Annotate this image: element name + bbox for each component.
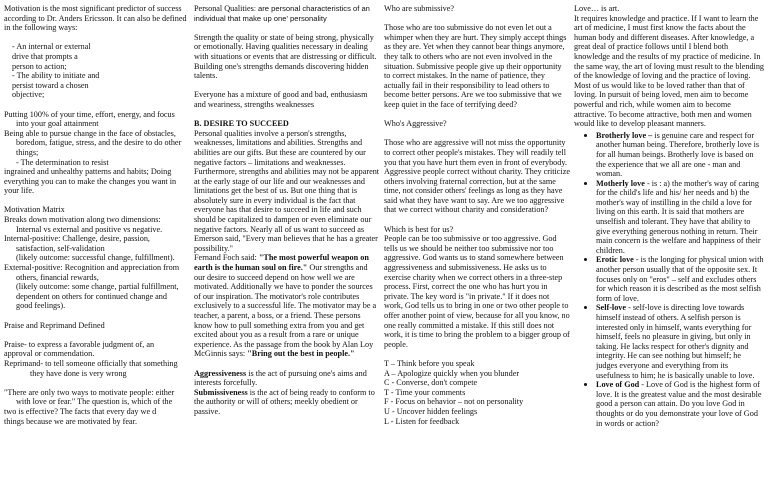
- list-item: [596, 303, 764, 380]
- matrix-line: (likely outcome: some change, partial fulfillment,: [16, 282, 179, 292]
- column-4: [574, 4, 764, 497]
- love-types-list: [574, 131, 764, 428]
- matrix-line: satisfaction, self-validation: [16, 243, 105, 253]
- love-type: Motherly love: [596, 178, 645, 188]
- definition: is the act of pursuing one's aims and interests forcefully.: [194, 368, 367, 388]
- desire-paragraph-2: [194, 253, 380, 359]
- motivation-matrix-heading: Motivation Matrix: [4, 205, 65, 215]
- tactful-item: L - Listen for feedback: [384, 416, 460, 426]
- tactful-item: A – Apologize quickly when you blunder: [384, 368, 520, 378]
- quote-line: with love or fear." The question is, which of the: [16, 397, 173, 407]
- love-type: Brotherly love –: [596, 130, 653, 140]
- definition-line: person to action;: [12, 61, 67, 71]
- strength-paragraph: Everyone has a mixture of good and bad, enthusiasm and weariness, strengths weaknesses: [194, 90, 368, 109]
- quote-line: "There are only two ways to motivate people: either: [4, 387, 175, 397]
- quote-line: things because we are motivated by fear.: [4, 416, 137, 426]
- motivation-definition: Motivation is the most significant predictor of success according to Dr. Anders Ericsson. It can also be defined in the following ways:: [4, 4, 187, 33]
- reprimand-definition: Reprimand- to tell someone officially that something: [4, 358, 178, 368]
- tactful-item: T – Think before you speak: [384, 358, 475, 368]
- definition-line: - The determination to resist: [16, 157, 109, 167]
- definition-line: - The ability to initiate and: [12, 71, 100, 81]
- matrix-line: others, financial rewards,: [16, 272, 99, 282]
- definition-line: Being able to pursue change in the face of obstacles,: [4, 128, 176, 138]
- love-type: Self-love: [596, 303, 627, 313]
- tactful-item: F - Focus on behavior – not on personality: [384, 397, 524, 407]
- best-paragraph: People can be too submissive or too aggressive. God tells us we should be neither too submissive nor too aggressive. God wants us to stand somewhere between aggressiveness and submissiveness. He asks us to exercise charity when we correct others in a three-step process. First, correct the one who has hurt you in private. The key word is "in private." If it does not work, God tells us to bring in one or two other people to offer another point of view, because for all you know, no one really committed a mistake. If this still does not work, it is time to bring the problem to a bigger group of people.: [384, 234, 570, 349]
- list-item: [596, 255, 764, 303]
- desire-text: Fernand Foch said:: [194, 253, 259, 263]
- tactful-item: C - Converse, don't compete: [384, 378, 478, 388]
- love-type: Love of God: [596, 380, 640, 390]
- matrix-line: Internal-positive: Challenge, desire, passion,: [4, 234, 150, 244]
- aggressive-paragraph: Those who are aggressive will not miss the opportunity to correct other people's mistakes. They will readily tell you that you have hurt them even in front of everybody. Aggressive people correct without charity. They criticize others involving fraternal correction, but at the same time, not consider others' feelings as long as they have said what they have want to say. Are we too aggressive that we correct without charity and consideration?: [384, 138, 570, 215]
- definition-line: - An internal or external: [12, 42, 91, 52]
- definition-line: drive that prompts a: [12, 51, 78, 61]
- matrix-line: dependent on others for continued change and: [16, 291, 167, 301]
- love-description: - is : a) the mother's way of caring for the child's life and his/ her needs and b) the mother's way of instilling in the child a love for living on this earth. It is said that mothers are unselfish and tolerant. They have that ability to give everything generous nothing in return. Their main concern is the welfare and happiness of their children.: [596, 178, 761, 255]
- love-description: is genuine care and respect for another human being. Therefore, brotherly love is for all human beings. Brotherly love is based on the experience that we all are one - man and woman.: [596, 130, 760, 179]
- definition-line: Putting 100% of your time, effort, energy, and focus: [4, 109, 175, 119]
- mcginnis-quote: "Bring out the best in people.": [247, 349, 355, 359]
- desire-paragraph: Personal qualities involve a person's strengths, weaknesses, limitations and abilities. Strengths and abilities are our gifts. But these are countered by our negative factors – limitations and weaknesses. Furthermore, strengths and abilities may not be apparent at the early stage of our life and our weaknesses and limitations get the best of us. But one thing that is absolutely sure in every individual is the fact that everyone has that desire to succeed in life and such should be capitalized to dampen or even eliminate our negative factors. Nearly all of us want to succeed as Emerson said, "Every man believes that he has a greater possibility.": [194, 128, 380, 253]
- strength-paragraph: Strength the quality or state of being strong, physically or emotionally. Having qualities necessary in dealing with situations or events that are distressing or difficult. Building one's strengths demands discovering hidden talents.: [194, 32, 377, 81]
- aggressive-heading: Who's Aggressive?: [384, 119, 447, 129]
- definition-line: objective;: [12, 90, 45, 100]
- best-heading: Which is best for us?: [384, 224, 454, 234]
- list-item: [596, 380, 764, 428]
- love-paragraph: It requires knowledge and practice. If I want to learn the art of medicine, I must first know the facts about the human body and different diseases. After knowledge, a great deal of practice follows until I blend both knowledge and the results of my practice of medicine. In the same way, the art of loving must result to the blending of the knowledge of loving and the practice of loving. Most of us would like to be loved rather than that of loving. In pursuit of being loved, men aim to become powerful and rich, while women aim to become attractive. To become attractive, both men and women would like to develop pleasant manners.: [574, 13, 764, 129]
- column-2: [194, 4, 380, 497]
- submissive-paragraph: Those who are too submissive do not even let out a whimper when they are hurt. They simply accept things as they are. Yet when they cannot bear things anymore, they talk to others who are not even involved in the situation. Submissive people give up their opportunity to correct mistakes. In the name of patience, they actually fail in their responsibility to lead others to become better persons. Are we too submissive that we keep quiet in the face of terrifying deed?: [384, 23, 567, 109]
- definition-line: persist toward a chosen: [12, 80, 89, 90]
- quote-line: two is effective? The facts that every day we d: [4, 406, 157, 416]
- matrix-line: Breaks down motivation along two dimensions:: [4, 215, 161, 225]
- aggressiveness-definition: [194, 369, 380, 388]
- personal-qualities-label: Personal Qualities: [194, 4, 254, 13]
- submissiveness-definition: [194, 388, 380, 417]
- definition-line: ingrained and unhealthy patterns and habits; Doing everything you can to make the changes you want in your life.: [4, 167, 177, 196]
- reprimand-definition: they have done is very wrong: [30, 368, 127, 378]
- term: Submissiveness: [194, 387, 248, 397]
- praise-definition: Praise- to express a favorable judgment of, an: [4, 339, 155, 349]
- love-description: - Love of God is the highest form of love. It is the greatest value and the most desirable good a person can attain. Do you love God in thoughts or do you demonstrate your love of God in words or action?: [596, 380, 762, 428]
- desire-text: Our strengths and our desire to succeed depend on how well we are motivated. Additionally we have to ponder the sources of our inspiration. The motivator's role contributes exclusively to a successful life. The motivator may be a teacher, a parent, a boss, or a friend. These persons know how to pull something extra from you and get excited about you as a result from a rare or unique experience. As the passage from the book by Alan Loy McGinnis says:: [194, 263, 377, 359]
- personal-qualities-text: : are personal characteristics of an individual that make up one' personality: [194, 4, 370, 23]
- definition-line: boredom, fatigue, stress, and the desire to do other: [16, 138, 182, 148]
- personal-qualities-definition: [194, 4, 380, 23]
- love-description: - self-love is directing love towards himself instead of others. A selfish person is interested only in himself, wants everything for himself, feels no pleasure in giving, but only in taking. He lacks respect for other's dignity and integrity. He can see nothing but himself; he judges everyone and everything from its usefulness to him; he is basically unable to love.: [596, 303, 755, 380]
- definition-line: things;: [16, 147, 39, 157]
- love-description: - is the longing for physical union with another person usually that of the opposite sex. It focuses only on "eros" – self and excludes others for which reason it is described as the most selfish form of love.: [596, 255, 764, 303]
- list-item: [596, 131, 764, 179]
- praise-reprimand-heading: Praise and Reprimand Defined: [4, 320, 105, 330]
- definition: is the act of being ready to conform to the authority or will of others; meekly obedient or passive.: [194, 387, 375, 416]
- love-heading: Love… is art.: [574, 4, 620, 13]
- definition-line: into your goal attainment: [16, 119, 99, 129]
- column-1: [4, 4, 190, 497]
- submissive-heading: Who are submissive?: [384, 4, 455, 13]
- list-item: [596, 179, 764, 256]
- love-type: Erotic love: [596, 255, 634, 265]
- section-heading: B. DESIRE TO SUCCEED: [194, 119, 289, 129]
- tactful-item: T - Time your comments: [384, 387, 466, 397]
- column-3: [384, 4, 570, 497]
- tactful-item: U - Uncover hidden feelings: [384, 406, 478, 416]
- term: Aggressiveness: [194, 368, 247, 378]
- matrix-line: Internal vs external and positive vs negative.: [16, 224, 163, 234]
- foch-quote: "The most powerful weapon on earth is the human soul on fire.": [194, 253, 369, 273]
- matrix-line: good feelings).: [16, 301, 66, 311]
- matrix-line: External-positive: Recognition and appreciation from: [4, 263, 180, 273]
- praise-definition: approval or commendation.: [4, 349, 95, 359]
- matrix-line: (likely outcome: successful change, fulfillment).: [16, 253, 175, 263]
